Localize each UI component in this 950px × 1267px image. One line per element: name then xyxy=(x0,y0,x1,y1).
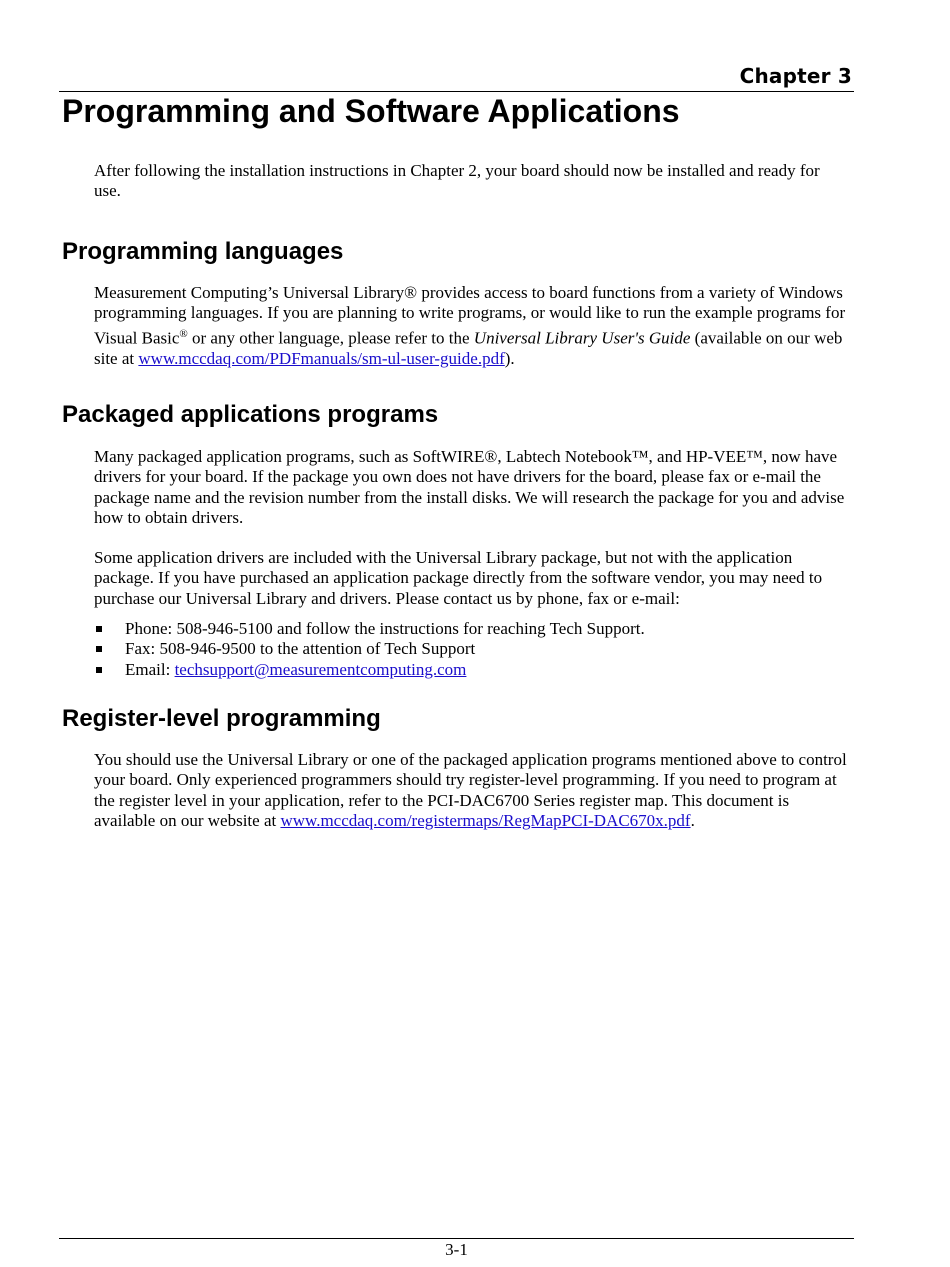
intro-paragraph: After following the installation instructions in Chapter 2, your board should now be installed and ready for use. xyxy=(94,161,820,201)
register-text-end: . xyxy=(690,811,695,831)
chapter-title: Programming and Software Applications xyxy=(62,93,680,129)
email-link[interactable]: techsupport@measurementcomputing.com xyxy=(174,659,467,679)
contact-list xyxy=(94,619,850,680)
register-map-link[interactable]: www.mccdaq.com/registermaps/RegMapPCI-DAC670x.pdf xyxy=(280,811,691,831)
register-paragraph xyxy=(94,750,850,832)
languages-text-end: ). xyxy=(504,348,515,368)
list-item-phone xyxy=(94,619,850,639)
page-number: 3-1 xyxy=(445,1240,468,1259)
phone-text: Phone: 508-946-5100 and follow the instructions for reaching Tech Support. xyxy=(125,619,645,638)
registered-mark: ® xyxy=(179,327,188,340)
heading-programming-languages: Programming languages xyxy=(62,238,344,265)
heading-packaged-applications: Packaged applications programs xyxy=(62,401,439,428)
languages-text-after: (available on our web site at xyxy=(94,328,843,368)
packaged-paragraph-1: Many packaged application programs, such as SoftWIRE®, Labtech Notebook™, and HP-VEE™, now have drivers for your board. If the package you own does not have drivers for the board, please fax or e-mail the package name and the revision number from the install disks. We will research the package for you and advise how to obtain drivers. xyxy=(94,447,845,528)
register-text: You should use the Universal Library or one of the packaged application programs mentioned above to control your board. Only experienced programmers should try register-level programming. If you need to program at the register level in your application, refer to the PCI-DAC6700 Series register map. This document is available on our website at xyxy=(94,750,847,831)
languages-text: Measurement Computing’s Universal Library® provides access to board functions from a variety of Windows programming languages. If you are planning to write programs, or would like to run the example programs for Visual Basic xyxy=(94,283,846,348)
footer-rule xyxy=(59,1238,854,1239)
square-bullet-icon xyxy=(96,626,102,632)
languages-text-middle: or any other language, please refer to the xyxy=(187,328,474,348)
guide-title: Universal Library User's Guide xyxy=(473,328,691,348)
square-bullet-icon xyxy=(96,646,102,652)
heading-register-level: Register-level programming xyxy=(62,705,381,732)
languages-paragraph xyxy=(94,283,850,369)
fax-text: Fax: 508-946-9500 to the attention of Tech Support xyxy=(125,639,476,659)
packaged-paragraph-2: Some application drivers are included with the Universal Library package, but not with the application package. If you have purchased an application package directly from the software vendor, you may need to purchase our Universal Library and drivers. Please contact us by phone, fax or e-mail: xyxy=(94,548,823,608)
email-label: Email: xyxy=(125,659,175,679)
user-guide-link[interactable]: www.mccdaq.com/PDFmanuals/sm-ul-user-guide.pdf xyxy=(138,348,505,368)
list-item-fax xyxy=(94,639,850,659)
list-item-email xyxy=(94,660,850,680)
chapter-label: Chapter 3 xyxy=(739,64,852,88)
header-rule xyxy=(59,91,854,92)
square-bullet-icon xyxy=(96,667,102,673)
